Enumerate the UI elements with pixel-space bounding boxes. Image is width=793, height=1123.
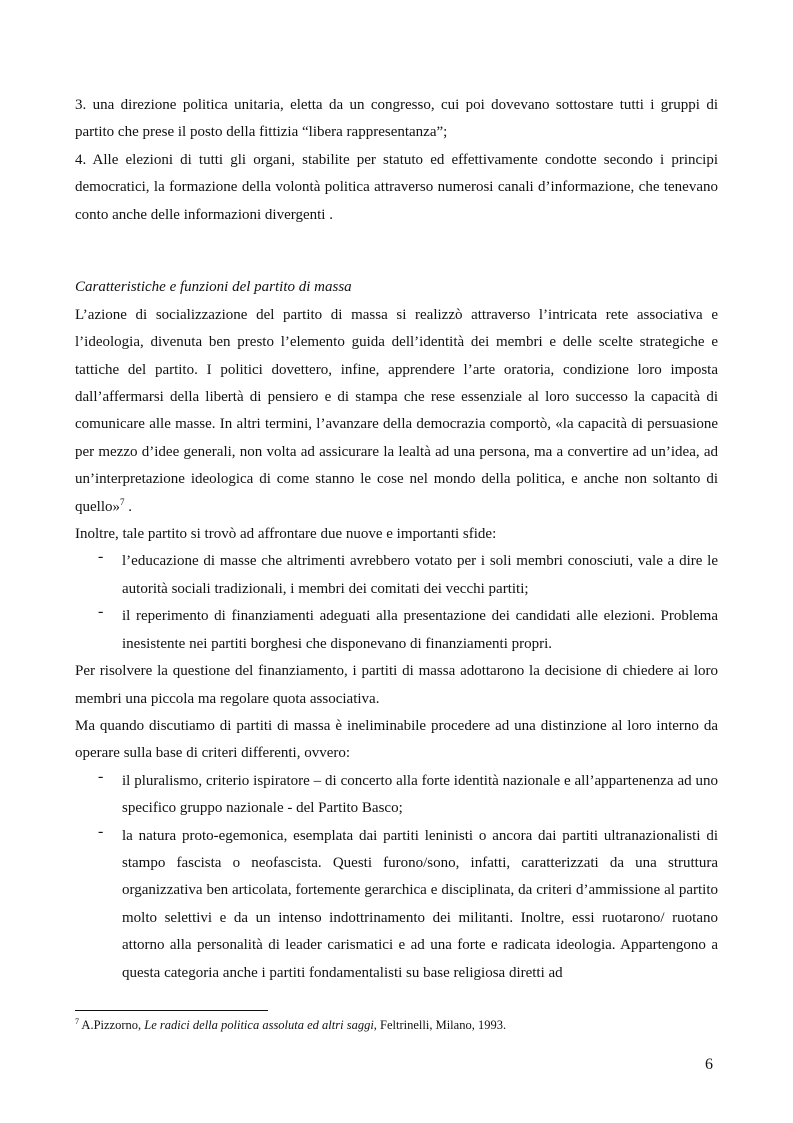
bullet-dash: - [98,603,104,621]
list-item-text: il reperimento di finanziamenti adeguati alla presentazione dei candidati alle elezioni. Problema inesistente nei partiti borghesi che disponevano di finanziamenti propri. [122,608,718,652]
page-body [75,92,718,987]
list-item [75,548,718,603]
footnote-ref: 7 [120,496,125,507]
paragraph: 4. Alle elezioni di tutti gli organi, stabilite per statuto ed effettivamente condotte secondo i principi democratici, la formazione della volontà politica attraverso numerosi canali d’informazione, che tenevano conto anche delle informazioni divergenti . [75,151,718,223]
paragraph: Per risolvere la questione del finanziamento, i partiti di massa adottarono la decisione di chiedere ai loro membri una piccola ma regolare quota associativa. [75,663,718,707]
footnote-divider [75,1010,268,1011]
paragraph: Ma quando discutiamo di partiti di massa è ineliminabile procedere ad una distinzione al loro interno da operare sulla base di criteri differenti, ovvero: [75,717,718,762]
footnote-title: Le radici della politica assoluta ed altri saggi [144,1018,374,1032]
list-item-text: il pluralismo, criterio ispiratore – di concerto alla forte identità nazionale e all’appartenenza ad uno specifico gruppo nazionale - del Partito Basco; [122,772,718,817]
paragraph: L’azione di socializzazione del partito di massa si realizzò attraverso l’intricata rete associativa e l’ideologia, divenuta ben presto l’elemento guida dell’identità dei membri e delle scelte strategiche e tattiche del partito. I politici dovettero, infine, apprendere l’arte oratoria, condizione loro imposta dall’affermarsi della libertà di pensiero e di stampa che rese essenziale al loro successo la capacità di comunicare alle masse. In altri termini, l’avanzare della democrazia comportò, «la capacità di persuasione per mezzo d’idee generali, non volta ad assicurare la lealtà ad una persona, ma a convertire ad un’idea, ad un’interpretazione ideologica di come stanno le cose nel mondo della politica, e anche non soltanto di quello»$^7$ . [75,306,718,515]
bullet-dash: - [98,767,104,785]
list-item [75,768,718,823]
footnote: $^7$ A.Pizzorno, Le radici della politica assoluta ed altri saggi, Feltrinelli, Milano, 1993. [75,1017,507,1032]
list-item-text: la natura proto-egemonica, esemplata dai partiti leninisti o ancora dai partiti ultranazionalisti di stampo fascista o neofascista. Questi furono/sono, infatti, caratterizzati da una struttura organizzativa ben articolata, fortemente gerarchica e disciplinata, da criteri d’ammissione al partito molto selettivi e da un intenso indottrinamento dei militanti. Inoltre, essi ruotarono/ ruotano attorno alla personalità di leader carismatici e ad una forte e radicata ideologia. Appartengono a questa categoria anche i partiti fondamentalisti su base religiosa diretti ad [122,827,718,981]
bullet-dash: - [98,822,104,840]
list-item [75,823,718,987]
bullet-dash: - [98,548,104,566]
page-number: 6 [705,1056,713,1073]
list-item-text: l’educazione di masse che altrimenti avrebbero votato per i soli membri conosciuti, vale a dire le autorità sociali tradizionali, i membri dei comitati dei vecchi partiti; [122,553,718,597]
section-heading: Caratteristiche e funzioni del partito di massa [75,279,352,296]
paragraph: Inoltre, tale partito si trovò ad affrontare due nuove e importanti sfide: [75,526,497,543]
footnote-number: 7 [75,1017,79,1026]
list-item [75,603,718,658]
paragraph: 3. una direzione politica unitaria, eletta da un congresso, cui poi dovevano sottostare tutti i gruppi di partito che prese il posto della fittizia “libera rappresentanza”; [75,97,718,141]
